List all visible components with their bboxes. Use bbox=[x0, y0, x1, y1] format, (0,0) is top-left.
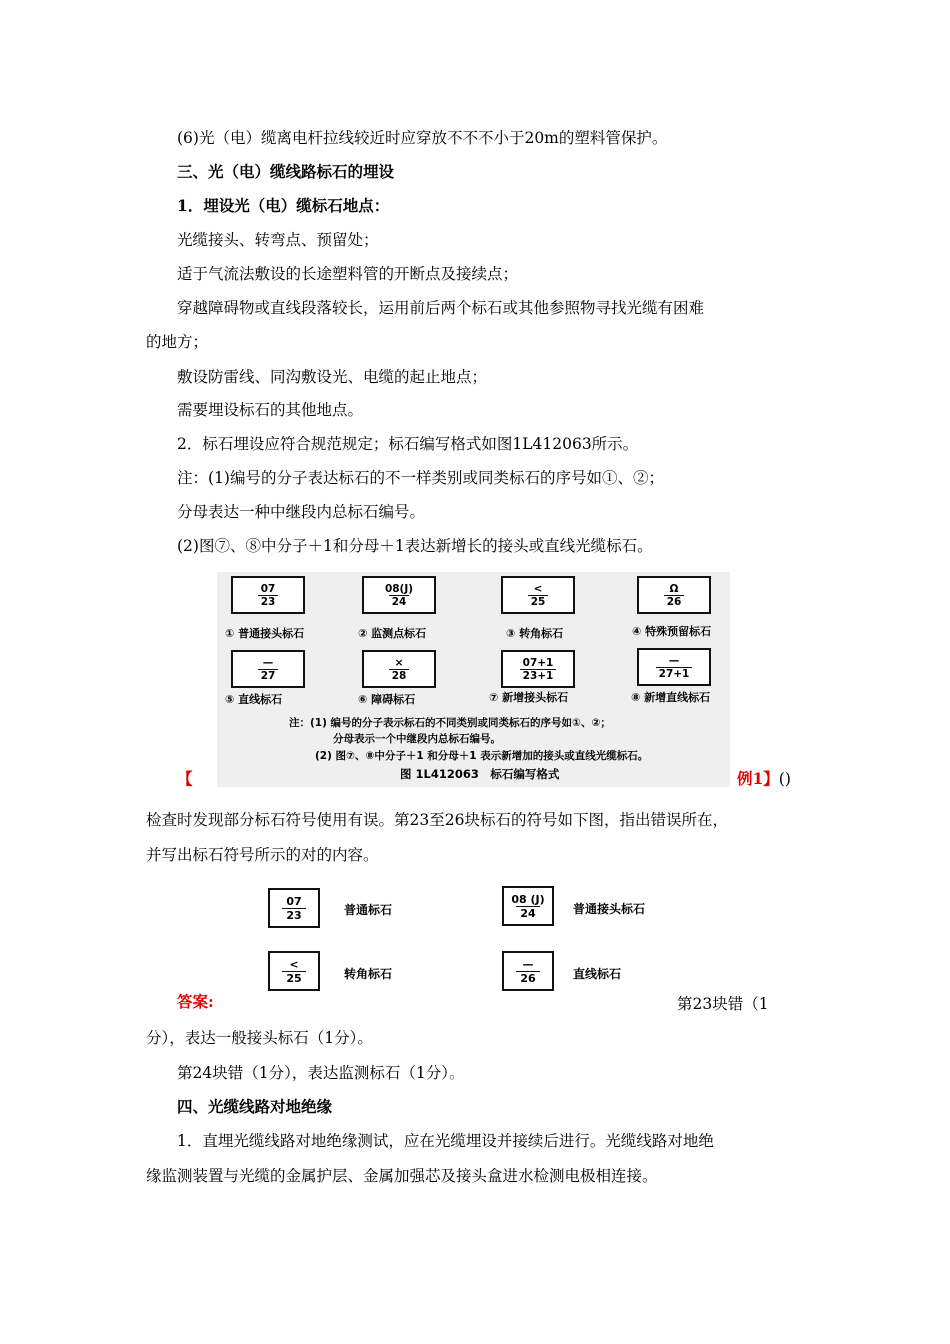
marker-denominator: 24 bbox=[516, 906, 539, 920]
paragraph-line: (2)图⑦、⑧中分子＋1和分母＋1表达新增长的接头或直线光缆标石。 bbox=[177, 537, 653, 555]
paragraph-line: (6)光（电）缆离电杆拉线较近时应穿放不不不小于20m的塑料管保护。 bbox=[177, 129, 668, 147]
marker-denominator: 24 bbox=[389, 595, 410, 608]
paragraph-line: 的地方； bbox=[146, 333, 209, 351]
marker-denominator: 28 bbox=[389, 669, 410, 682]
answer-label: 答案: bbox=[177, 992, 214, 1011]
question-marker-stone bbox=[502, 951, 554, 991]
marker-numerator: 08 (J) bbox=[511, 892, 545, 906]
answer-line: 第23块错（1 bbox=[677, 995, 769, 1013]
marker-caption: ⑧ 新增直线标石 bbox=[631, 691, 711, 704]
marker-numerator: < bbox=[289, 957, 299, 971]
marker-denominator: 23 bbox=[258, 595, 279, 608]
marker-caption: ⑦ 新增接头标石 bbox=[489, 691, 569, 704]
marker-numerator: Ω bbox=[669, 582, 679, 595]
paragraph-line: 敷设防雷线、同沟敷设光、电缆的起止地点； bbox=[177, 368, 488, 386]
marker-stone bbox=[637, 648, 711, 686]
section-heading: 四、光缆线路对地绝缘 bbox=[177, 1097, 333, 1116]
figure-note: 注：(1) 编号的分子表示标石的不同类别或同类标石的序号如①、②； bbox=[289, 717, 611, 729]
figure-note: 分母表示一个中继段内总标石编号。 bbox=[333, 733, 501, 745]
bracket-open: 【 bbox=[177, 769, 193, 788]
paragraph-line: 适于气流法敷设的长途塑料管的开断点及接续点； bbox=[177, 265, 519, 283]
subsection-heading: 1．埋设光（电）缆标石地点： bbox=[177, 196, 390, 215]
marker-numerator: 07 bbox=[260, 582, 276, 595]
marker-format-figure bbox=[217, 572, 730, 787]
marker-denominator: 23 bbox=[282, 908, 305, 922]
marker-caption: ④ 特殊预留标石 bbox=[632, 625, 712, 638]
paragraph-line: 分母表达一种中继段内总标石编号。 bbox=[177, 503, 426, 521]
marker-caption: ③ 转角标石 bbox=[506, 627, 564, 640]
answer-line: 分），表达一般接头标石（1分）。 bbox=[146, 1029, 373, 1047]
marker-caption: 转角标石 bbox=[344, 967, 393, 981]
question-marker-stone bbox=[268, 951, 320, 991]
section-heading: 三、光（电）缆线路标石的埋设 bbox=[177, 162, 395, 181]
marker-numerator: 07 bbox=[286, 894, 302, 908]
marker-denominator: 25 bbox=[282, 971, 305, 985]
marker-numerator: 07+1 bbox=[522, 656, 554, 669]
marker-numerator: 08(J) bbox=[384, 582, 414, 595]
paragraph-line: 1．直埋光缆线路对地绝缘测试，应在光缆埋设并接续后进行。光缆线路对地绝 bbox=[177, 1132, 714, 1150]
marker-stone bbox=[362, 650, 436, 688]
paragraph-line: 穿越障碍物或直线段落较长，运用前后两个标石或其他参照物寻找光缆有困难 bbox=[177, 299, 705, 317]
paragraph-line: 需要埋设标石的其他地点。 bbox=[177, 401, 364, 419]
figure-note: (2) 图⑦、⑧中分子＋1 和分母＋1 表示新增加的接头或直线光缆标石。 bbox=[315, 750, 649, 762]
answer-period: 。 bbox=[448, 1064, 465, 1082]
question-line: 检查时发现部分标石符号使用有误。第23至26块标石的符号如下图，指出错误所在， bbox=[146, 811, 728, 829]
paragraph-line: 2．标石埋设应符合规范规定；标石编写格式如图1L412063所示。 bbox=[177, 435, 639, 453]
answer-line bbox=[177, 1063, 464, 1083]
answer-text: 第24块错（1分），表达监测标石（1分） bbox=[177, 1064, 449, 1082]
question-marker-stone bbox=[502, 886, 554, 926]
marker-denominator: 27+1 bbox=[656, 667, 693, 680]
marker-stone bbox=[231, 650, 305, 688]
marker-numerator: — bbox=[262, 656, 274, 669]
marker-stone bbox=[501, 650, 575, 688]
marker-numerator: < bbox=[533, 582, 543, 595]
marker-denominator: 27 bbox=[258, 669, 279, 682]
marker-stone bbox=[501, 576, 575, 614]
marker-stone bbox=[231, 576, 305, 614]
marker-stone bbox=[637, 576, 711, 614]
marker-caption: 普通接头标石 bbox=[573, 902, 646, 916]
paragraph-line: 注：(1)编号的分子表达标石的不一样类别或同类标石的序号如①、②； bbox=[177, 469, 664, 487]
marker-numerator: — bbox=[668, 654, 680, 667]
marker-caption: ② 监测点标石 bbox=[358, 627, 427, 640]
figure-caption: 图 1L412063 标石编写格式 bbox=[400, 767, 560, 781]
example-paren: () bbox=[778, 770, 791, 788]
marker-stone bbox=[362, 576, 436, 614]
question-line: 并写出标石符号所示的对的内容。 bbox=[146, 846, 379, 864]
example-label-line bbox=[737, 769, 791, 789]
marker-denominator: 26 bbox=[516, 971, 539, 985]
marker-denominator: 26 bbox=[664, 595, 685, 608]
marker-caption: ⑥ 障碍标石 bbox=[358, 693, 416, 706]
marker-denominator: 25 bbox=[528, 595, 549, 608]
paragraph-line: 缘监测装置与光缆的金属护层、金属加强芯及接头盒进水检测电极相连接。 bbox=[146, 1167, 658, 1185]
marker-caption: 普通标石 bbox=[344, 903, 393, 917]
marker-denominator: 23+1 bbox=[520, 669, 557, 682]
marker-caption: ① 普通接头标石 bbox=[225, 627, 305, 640]
marker-caption: 直线标石 bbox=[573, 967, 622, 981]
marker-numerator: — bbox=[522, 957, 534, 971]
example-label: 例1】 bbox=[737, 769, 779, 788]
question-marker-stone bbox=[268, 888, 320, 928]
marker-caption: ⑤ 直线标石 bbox=[225, 693, 283, 706]
marker-numerator: × bbox=[394, 656, 404, 669]
paragraph-line: 光缆接头、转弯点、预留处； bbox=[177, 231, 379, 249]
